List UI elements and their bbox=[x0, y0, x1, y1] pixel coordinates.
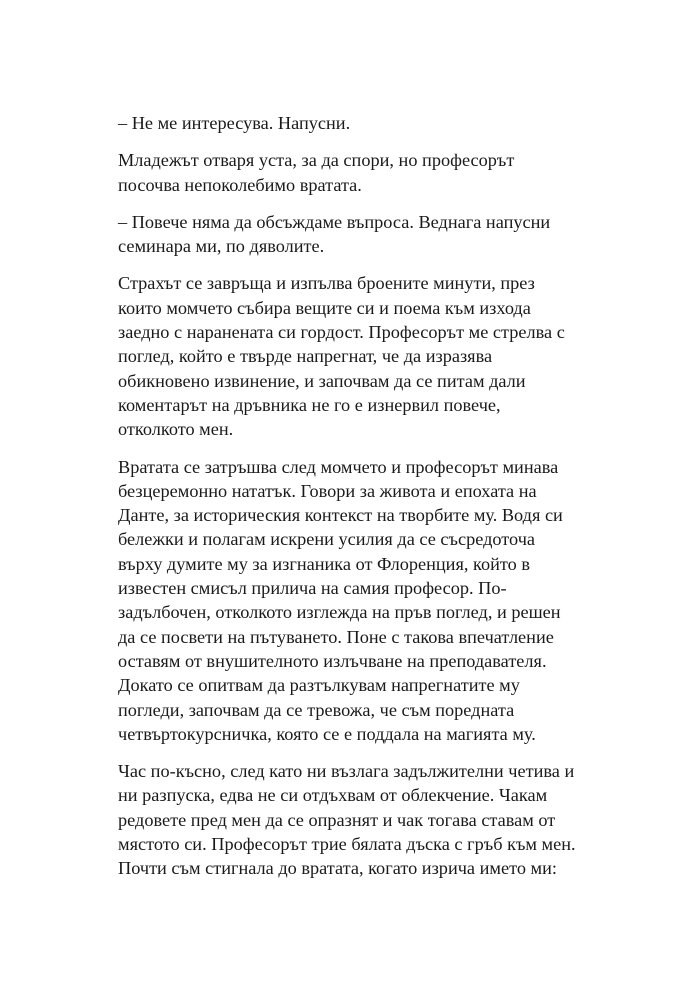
text-line: посочва непоколебимо вратата. bbox=[118, 174, 362, 195]
text-line: да се посвети на пътуването. Поне с такова впечатление bbox=[118, 626, 554, 647]
paragraph-1 bbox=[118, 111, 588, 135]
paragraph-2 bbox=[118, 148, 588, 197]
text-line: Докато се опитвам да разтълкувам напрегнатите му bbox=[118, 675, 520, 696]
text-line: Вратата се затръшва след момчето и професорът минава bbox=[118, 456, 559, 477]
text-line: – Не ме интересува. Напусни. bbox=[118, 113, 351, 133]
text-line: които момчето събира вещите си и поема към изхода bbox=[118, 297, 531, 318]
text-line: задълбочен, отколкото изглежда на пръв поглед, и решен bbox=[118, 602, 561, 623]
text-line: Почти съм стигнала до вратата, когато изрича името ми: bbox=[118, 858, 557, 879]
text-line: обикновено извинение, и започвам да се питам дали bbox=[118, 370, 526, 391]
text-line: известен смисъл прилича на самия професор. По- bbox=[118, 578, 507, 599]
text-line: – Повече няма да обсъждаме въпроса. Веднага напусни bbox=[118, 211, 551, 232]
text-line: четвъртокурсничка, която се е поддала на магията му. bbox=[118, 723, 536, 744]
text-line: безцеремонно нататък. Говори за живота и епохата на bbox=[118, 480, 537, 501]
text-line: отколкото мен. bbox=[118, 419, 234, 440]
text-line: семинара ми, по дяволите. bbox=[118, 236, 325, 257]
text-line: Страхът се завръща и изпълва броените минути, през bbox=[118, 273, 535, 294]
text-line: поглед, който е твърде напрегнат, че да изразява bbox=[118, 346, 493, 367]
paragraph-5 bbox=[118, 455, 588, 747]
text-line: заедно с наранената си гордост. Професорът ме стрелва с bbox=[118, 322, 565, 343]
body-text bbox=[118, 111, 588, 894]
paragraph-3 bbox=[118, 210, 588, 259]
text-line: Час по-късно, след като ни възлага задължителни четива и bbox=[118, 761, 575, 782]
text-line: бележки и полагам искрени усилия да се съсредоточа bbox=[118, 529, 536, 550]
text-line: Данте, за историческия контекст на творбите му. Водя си bbox=[118, 505, 563, 526]
text-line: редовете пред мен да се опразнят и чак тогава ставам от bbox=[118, 809, 556, 830]
text-line: върху думите му за изгнаника от Флоренция, който в bbox=[118, 553, 530, 574]
text-line: оставям от внушителното излъчване на преподавателя. bbox=[118, 650, 547, 671]
text-line: ни разпуска, едва не си отдъхвам от облекчение. Чакам bbox=[118, 785, 548, 806]
text-line: коментарът на дръвника не го е изнервил повече, bbox=[118, 394, 501, 415]
text-line: Младежът отваря уста, за да спори, но професорът bbox=[118, 150, 515, 171]
text-line: погледи, започвам да се тревожа, че съм поредната bbox=[118, 699, 515, 720]
paragraph-6 bbox=[118, 759, 588, 880]
paragraph-4 bbox=[118, 271, 588, 441]
text-line: мястото си. Професорът трие бялата дъска с гръб към мен. bbox=[118, 834, 576, 855]
